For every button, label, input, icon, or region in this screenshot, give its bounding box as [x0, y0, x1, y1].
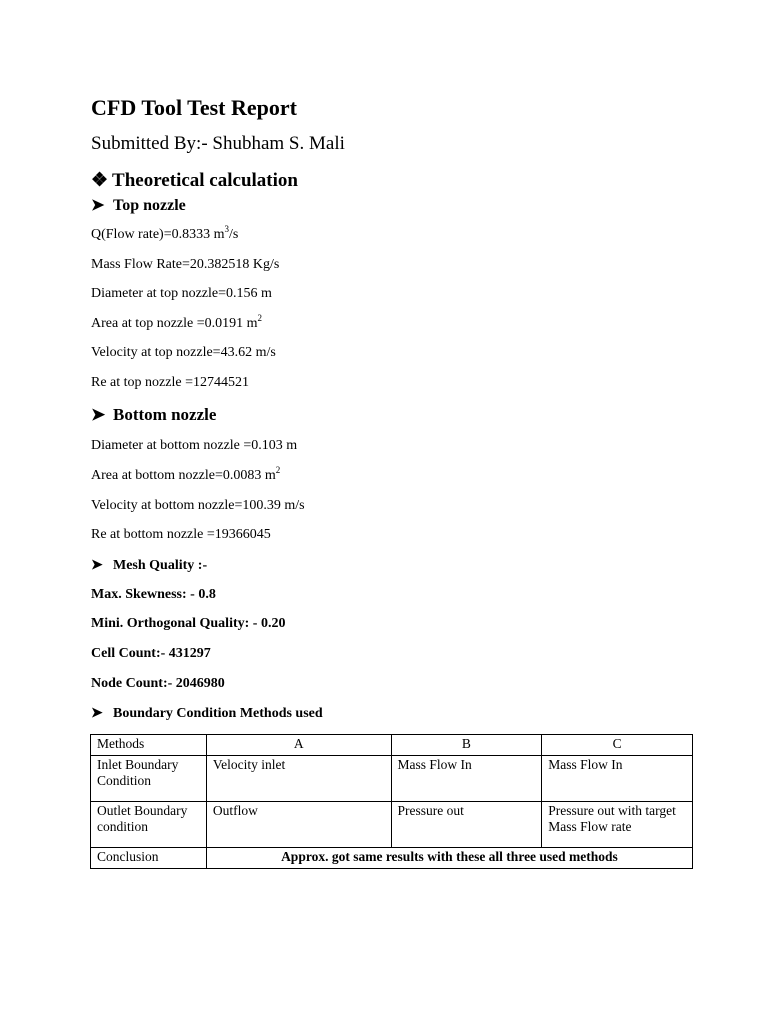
- orthogonal-quality-line: Mini. Orthogonal Quality: - 0.20: [91, 616, 286, 631]
- cell-count-line: Cell Count:- 431297: [91, 646, 211, 661]
- table-header-cell: C: [542, 735, 693, 756]
- table-row: [91, 756, 693, 802]
- subheading-mesh-quality: [91, 557, 207, 574]
- bottom-diameter-line: Diameter at bottom nozzle =0.103 m: [91, 438, 298, 453]
- skewness-line: Max. Skewness: - 0.8: [91, 587, 216, 602]
- conclusion-text-cell: Approx. got same results with these all three used methods: [206, 848, 692, 869]
- table-cell: Mass Flow In: [542, 756, 693, 802]
- flow-rate-text: Q(Flow rate)=0.8333 m: [91, 227, 225, 242]
- arrow-bullet-icon: ➤: [91, 706, 103, 721]
- table-cell: Inlet Boundary Condition: [91, 756, 207, 802]
- boundary-heading-text: Boundary Condition Methods used: [113, 706, 323, 721]
- bottom-area-line: [91, 465, 281, 484]
- bottom-nozzle-heading-text: Bottom nozzle: [113, 405, 217, 424]
- top-area-exponent: 2: [257, 313, 263, 323]
- top-diameter-line: Diameter at top nozzle=0.156 m: [91, 286, 272, 301]
- conclusion-label-cell: Conclusion: [91, 848, 207, 869]
- mass-flow-line: Mass Flow Rate=20.382518 Kg/s: [91, 257, 280, 272]
- table-cell: Mass Flow In: [391, 756, 542, 802]
- bottom-re-line: Re at bottom nozzle =19366045: [91, 527, 271, 542]
- flow-rate-line: [91, 224, 239, 243]
- top-area-text: Area at top nozzle =0.0191 m: [91, 316, 258, 331]
- flow-rate-exponent: 3: [224, 224, 229, 234]
- bottom-area-text: Area at bottom nozzle=0.0083 m: [91, 468, 276, 483]
- table-header-cell: A: [206, 735, 391, 756]
- table-conclusion-row: [91, 848, 693, 869]
- arrow-bullet-icon: ➤: [91, 197, 105, 214]
- table-cell: Pressure out with target Mass Flow rate: [542, 802, 693, 848]
- theory-heading-text: Theoretical calculation: [112, 170, 298, 191]
- table-cell: Pressure out: [391, 802, 542, 848]
- node-count-line: Node Count:- 2046980: [91, 676, 225, 691]
- table-cell: Outlet Boundary condition: [91, 802, 207, 848]
- table-cell: Velocity inlet: [206, 756, 391, 802]
- top-re-line: Re at top nozzle =12744521: [91, 375, 249, 390]
- submitted-by: Submitted By:- Shubham S. Mali: [91, 133, 345, 154]
- subheading-top-nozzle: [91, 195, 186, 215]
- top-velocity-line: Velocity at top nozzle=43.62 m/s: [91, 345, 276, 360]
- flow-rate-unit: /s: [229, 227, 239, 242]
- subheading-boundary-conditions: [91, 705, 323, 722]
- diamond-bullet-icon: ❖: [91, 170, 109, 191]
- subheading-bottom-nozzle: [91, 405, 216, 425]
- table-cell: Outflow: [206, 802, 391, 848]
- arrow-bullet-icon: ➤: [91, 558, 103, 573]
- table-header-cell: B: [391, 735, 542, 756]
- bottom-area-exponent: 2: [275, 465, 281, 475]
- mesh-heading-text: Mesh Quality :-: [113, 558, 208, 573]
- arrow-bullet-icon: ➤: [91, 405, 106, 424]
- section-heading-theory: [91, 169, 298, 192]
- boundary-condition-table: [90, 734, 693, 869]
- top-area-line: [91, 313, 263, 332]
- bottom-velocity-line: Velocity at bottom nozzle=100.39 m/s: [91, 498, 305, 513]
- table-header-cell: Methods: [91, 735, 207, 756]
- page-title: CFD Tool Test Report: [91, 95, 297, 120]
- table-header-row: [91, 735, 693, 756]
- table-row: [91, 802, 693, 848]
- top-nozzle-heading-text: Top nozzle: [113, 197, 186, 214]
